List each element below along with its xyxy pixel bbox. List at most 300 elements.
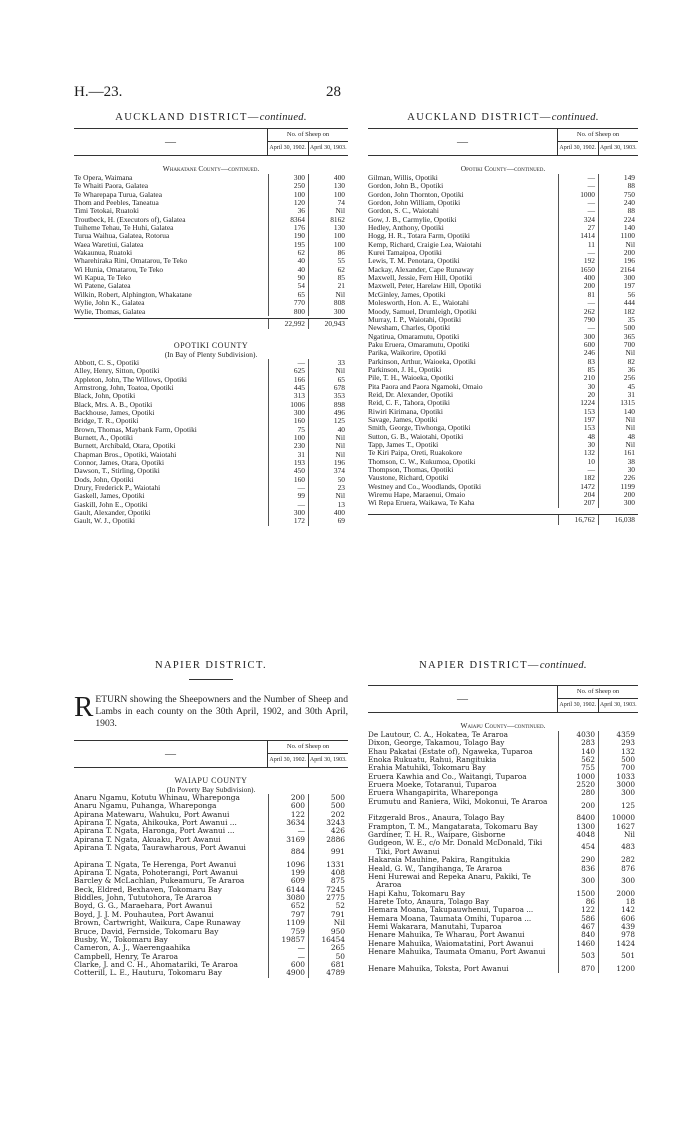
- owner-name: Busby, W., Tokomaru Bay: [74, 935, 168, 944]
- owner-name: Thomson, C. W., Kukumoa, Opotiki: [368, 457, 476, 466]
- owner-name: Eruera Whangapirita, Whareponga: [368, 789, 499, 798]
- table-row: [368, 781, 638, 789]
- table-row: [368, 241, 638, 249]
- owner-name: Wi Kapua, Te Teko: [74, 274, 132, 283]
- owner-name: Henare Mahuika, Waiomatatini, Port Awanui: [368, 939, 534, 948]
- table-row: [368, 915, 638, 923]
- table-row: [368, 789, 638, 797]
- sheep-1902: 3169: [268, 836, 308, 844]
- sheep-1902: 770: [268, 299, 308, 307]
- sheep-1903: 500: [308, 794, 348, 802]
- table-row: [74, 802, 348, 810]
- owner-name: Biddles, John, Tututohora, Te Araroa: [74, 894, 212, 903]
- section-title: [368, 112, 638, 123]
- owner-name: Campbell, Henry, Te Araroa: [74, 952, 179, 961]
- table-row: [368, 466, 638, 474]
- sheep-1902: 3634: [268, 819, 308, 827]
- table-row: [368, 291, 638, 299]
- table-row: [368, 308, 638, 316]
- sheep-1902: 54: [268, 282, 308, 290]
- owner-name: Gordon, John Thornton, Opotiki: [368, 190, 464, 199]
- table-row: [368, 191, 638, 199]
- owner-name: Drury, Frederick P., Waiotahi: [74, 484, 161, 492]
- table-row: [74, 216, 348, 224]
- sheep-1902: 454: [558, 839, 598, 856]
- sheep-1903: Nil: [308, 367, 348, 375]
- sheep-1902: 230: [268, 442, 308, 450]
- owner-name: Hogg, H. R., Totara Farm, Opotiki: [368, 232, 470, 241]
- sheep-1903: 483: [598, 839, 638, 856]
- sheep-1903: 31: [598, 391, 638, 399]
- header-dash: —: [165, 748, 176, 760]
- sheep-1902: —: [558, 466, 598, 474]
- num-sheep-label: No. of Sheep on: [268, 129, 348, 142]
- owner-name: Boyd, G. G., Maraehara, Port Awanui: [74, 902, 213, 911]
- table-row: [74, 384, 348, 392]
- table-row: [74, 827, 348, 835]
- owner-name: Wilkin, Robert, Alphington, Whakatane: [74, 290, 192, 299]
- sheep-1902: 1500: [558, 890, 598, 898]
- sheep-1902: 324: [558, 216, 598, 224]
- sheep-1902: 300: [268, 174, 308, 182]
- sheep-1903: 130: [308, 224, 348, 232]
- owner-name: Thom and Peebles, Taneatua: [74, 199, 159, 208]
- sheep-1902: 300: [268, 409, 308, 417]
- sheep-1902: 246: [558, 349, 598, 357]
- sheep-1903: 256: [598, 374, 638, 382]
- table-row: [368, 931, 638, 939]
- page-number: 28: [326, 84, 341, 100]
- table-row: [74, 894, 348, 902]
- sheep-1902: 120: [268, 199, 308, 207]
- sheep-1902: 609: [268, 877, 308, 885]
- table-row: [74, 451, 348, 459]
- sheep-1903: 1100: [598, 232, 638, 240]
- sheep-1902: 210: [558, 374, 598, 382]
- year-1903: April 30, 1903.: [308, 754, 349, 767]
- document-reference: H.—23.: [74, 84, 123, 100]
- sheep-1903: 4789: [308, 969, 348, 977]
- owner-name: Burnett, Archibald, Otara, Opotiki: [74, 442, 176, 451]
- sheep-1903: 700: [598, 764, 638, 772]
- owner-name: Parkinson, Arthur, Waioeka, Opotiki: [368, 357, 476, 366]
- sheep-1902: 797: [268, 911, 308, 919]
- sheep-1902: 81: [558, 291, 598, 299]
- sheep-1903: 16454: [308, 936, 348, 944]
- table-header: [74, 740, 348, 768]
- sheep-1902: 1414: [558, 232, 598, 240]
- table-row: [368, 274, 638, 282]
- table-row: [368, 873, 638, 890]
- owner-name: Apirana T. Ngata, Ahikouka, Port Awanui ...: [74, 819, 237, 828]
- owner-name: Apirana T. Ngata, Te Herenga, Port Awanui: [74, 860, 237, 869]
- table-row: [368, 232, 638, 240]
- owner-name: Appleton, John, The Willows, Opotiki: [74, 375, 187, 384]
- sheep-1903: 300: [598, 274, 638, 282]
- owner-list: [74, 794, 348, 978]
- sheep-1903: 18: [598, 898, 638, 906]
- table-row: [368, 341, 638, 349]
- sheep-1903: 125: [598, 798, 638, 815]
- table-row: [74, 401, 348, 409]
- sheep-1902: 600: [558, 341, 598, 349]
- table-header: [368, 685, 638, 713]
- sheep-1903: 876: [598, 865, 638, 873]
- table-row: [74, 861, 348, 869]
- sheep-1903: Nil: [308, 434, 348, 442]
- sheep-1903: 444: [598, 299, 638, 307]
- sheep-1902: —: [558, 299, 598, 307]
- sheep-1903: Nil: [598, 831, 638, 839]
- sheep-1902: 31: [268, 451, 308, 459]
- sheep-1902: 250: [268, 182, 308, 190]
- sheep-1903: 149: [598, 174, 638, 182]
- owner-name: Anaru Ngamu, Puhanga, Whareponga: [74, 802, 217, 811]
- sheep-1902: —: [558, 324, 598, 332]
- sheep-1903: Nil: [598, 241, 638, 249]
- owner-name: Tuiheme Tehau, Te Huhi, Galatea: [74, 224, 174, 233]
- auckland-column-left: [74, 112, 348, 526]
- owner-name: Te Wharepapa Turua, Galatea: [74, 190, 162, 199]
- owner-name: Paku Eruera, Omaramutu, Opotiki: [368, 340, 470, 349]
- owner-name: Boyd, J. J. M. Pouhautea, Port Awanui: [74, 910, 214, 919]
- table-row: [74, 249, 348, 257]
- table-row: [74, 961, 348, 969]
- sheep-1902: 153: [558, 408, 598, 416]
- sheep-1902: 40: [268, 266, 308, 274]
- table-row: [74, 501, 348, 509]
- sheep-1903: 1627: [598, 823, 638, 831]
- sheep-1903: 226: [598, 474, 638, 482]
- county-total: [368, 514, 638, 525]
- sheep-1903: 700: [598, 341, 638, 349]
- county-subdivision: (In Poverty Bay Subdivision).: [166, 785, 256, 794]
- num-sheep-label: No. of Sheep on: [268, 741, 348, 754]
- sheep-1903: 196: [598, 257, 638, 265]
- owner-name: Reid, C. F., Tahora, Opotiki: [368, 399, 450, 408]
- header-sheep-cols: [267, 741, 348, 767]
- sheep-1903: 606: [598, 915, 638, 923]
- owner-name: Eruera Kawhia and Co., Waitangi, Tuparoa: [368, 772, 527, 781]
- owner-name: Wakaunua, Ruatoki: [74, 249, 133, 258]
- sheep-1902: 4030: [558, 731, 598, 739]
- owner-name: Chapman Bros., Opotiki, Waiotahi: [74, 450, 177, 459]
- sheep-1902: 100: [268, 434, 308, 442]
- table-row: [74, 224, 348, 232]
- table-row: [74, 274, 348, 282]
- sheep-1903: 408: [308, 869, 348, 877]
- table-row: [74, 257, 348, 265]
- owner-name: Hedley, Anthony, Opotiki: [368, 224, 444, 233]
- table-row: [368, 391, 638, 399]
- owner-name: Maxwell, Jessie, Fern Hill, Opotiki: [368, 274, 473, 283]
- sheep-1903: 2775: [308, 894, 348, 902]
- sheep-1903: Nil: [598, 416, 638, 424]
- table-row: [368, 798, 638, 815]
- table-row: [74, 886, 348, 894]
- sheep-1903: 2000: [598, 890, 638, 898]
- table-row: [368, 898, 638, 906]
- sheep-1902: 11: [558, 241, 598, 249]
- table-row: [368, 416, 638, 424]
- sheep-1902: 193: [268, 459, 308, 467]
- sheep-1902: 132: [558, 449, 598, 457]
- owner-name: Hakaraia Mauhine, Pakira, Rangitukia: [368, 856, 511, 865]
- sheep-1903: 52: [308, 902, 348, 910]
- table-row: [368, 739, 638, 747]
- table-row: [368, 940, 638, 948]
- sheep-1903: Nil: [308, 207, 348, 215]
- table-row: [368, 216, 638, 224]
- total-1903: 20,943: [308, 319, 348, 329]
- sheep-1902: 199: [268, 869, 308, 877]
- intro-text: ETURN showing the Sheepowners and the Number of Sheep and Lambs in each county on the 30th April, 1902, and 30th April, 1903.: [95, 694, 348, 729]
- table-row: [74, 434, 348, 442]
- sheep-1902: 48: [558, 433, 598, 441]
- sheep-1902: 290: [558, 856, 598, 864]
- owner-name: Brown, Thomas, Maybank Farm, Opotiki: [74, 425, 197, 434]
- sheep-1902: 140: [558, 748, 598, 756]
- owner-name: Burnett, A., Opotiki: [74, 433, 133, 442]
- auckland-column-right: [368, 112, 638, 525]
- sheep-1903: Nil: [308, 291, 348, 299]
- sheep-1902: 3080: [268, 894, 308, 902]
- owner-name: Erahia Matuhiki, Tokomaru Bay: [368, 764, 486, 773]
- sheep-1903: 82: [598, 358, 638, 366]
- owner-name: Anaru Ngamu, Kotutu Whinau, Whareponga: [74, 794, 240, 802]
- sheep-1902: 600: [268, 802, 308, 810]
- table-row: [74, 811, 348, 819]
- owner-name: Ngatirua, Omaramutu, Opotiki: [368, 332, 460, 341]
- sheep-1903: 100: [308, 241, 348, 249]
- sheep-1903: 750: [598, 191, 638, 199]
- table-row: [74, 492, 348, 500]
- sheep-1903: Nil: [598, 424, 638, 432]
- sheep-1903: 808: [308, 299, 348, 307]
- owner-name: De Lautour, C. A., Hokatea, Te Araroa: [368, 731, 508, 739]
- owner-name: Thompson, Thomas, Opotiki: [368, 466, 454, 475]
- sheep-1902: 625: [268, 367, 308, 375]
- sheep-1903: 3243: [308, 819, 348, 827]
- table-row: [368, 207, 638, 215]
- table-row: [74, 467, 348, 475]
- sheep-1903: 33: [308, 359, 348, 367]
- owner-name: Dawson, T., Stirling, Opotiki: [74, 467, 160, 476]
- sheep-1903: Nil: [308, 451, 348, 459]
- header-dash: —: [457, 693, 468, 705]
- owner-name: Smith, George, Tiwhonga, Opotiki: [368, 424, 471, 433]
- sheep-1902: 283: [558, 739, 598, 747]
- table-row: [74, 902, 348, 910]
- owner-name: Vaustone, Richard, Opotiki: [368, 474, 449, 483]
- table-row: [74, 282, 348, 290]
- owner-name: Riwiri Kirimana, Opotiki: [368, 407, 443, 416]
- sheep-1902: 172: [268, 517, 308, 525]
- sheep-1902: 200: [558, 282, 598, 290]
- sheep-1903: 36: [598, 366, 638, 374]
- sheep-1902: 2520: [558, 781, 598, 789]
- sheep-1903: 13: [308, 501, 348, 509]
- owner-name: Maxwell, Peter, Harelaw Hill, Opotiki: [368, 282, 482, 291]
- year-1902: April 30, 1902.: [559, 145, 597, 151]
- owner-name: Hemara Moana, Takupauwhenui, Tuparoa ...: [368, 906, 534, 915]
- sheep-1903: 1331: [308, 861, 348, 869]
- sheep-1902: 503: [558, 948, 598, 965]
- sheep-1903: 898: [308, 401, 348, 409]
- sheep-1903: Nil: [308, 919, 348, 927]
- sheep-1903: 4359: [598, 731, 638, 739]
- owner-name: Dods, John, Opotiki: [74, 475, 134, 484]
- owner-list: [74, 174, 348, 316]
- table-row: [74, 969, 348, 977]
- sheep-1902: 300: [268, 509, 308, 517]
- sheep-1903: 300: [308, 308, 348, 316]
- owner-name: Parkinson, J. H., Opotiki: [368, 365, 442, 374]
- year-1902: April 30, 1902.: [269, 145, 307, 151]
- owner-name: Wi Repa Eruera, Waikawa, Te Kaha: [368, 499, 475, 508]
- sheep-1903: 38: [598, 458, 638, 466]
- section-title: NAPIER DISTRICT.: [154, 660, 268, 671]
- header-dash: —: [457, 136, 468, 148]
- county-heading: Waiapu County—continued.: [460, 721, 546, 730]
- table-row: [368, 374, 638, 382]
- sheep-1903: 3000: [598, 781, 638, 789]
- sheep-1903: 1199: [598, 483, 638, 491]
- owner-name: Kurei Tamaipoa, Opotiki: [368, 249, 442, 258]
- sheep-1903: 300: [598, 789, 638, 797]
- title-continued: continued.: [539, 660, 587, 671]
- sheep-1903: 182: [598, 308, 638, 316]
- sheep-1903: 1200: [598, 965, 638, 973]
- sheep-1903: 353: [308, 392, 348, 400]
- sheep-1902: 8400: [558, 814, 598, 822]
- year-1903: April 30, 1903.: [598, 699, 639, 712]
- sheep-1903: 130: [308, 182, 348, 190]
- sheep-1902: 75: [268, 426, 308, 434]
- sheep-1902: 800: [268, 308, 308, 316]
- owner-name: Harete Toto, Anaura, Tolago Bay: [368, 897, 489, 906]
- year-1902: April 30, 1902.: [559, 702, 597, 708]
- owner-name: Enoka Rukuatu, Rahui, Rangitukia: [368, 756, 497, 765]
- table-row: [74, 191, 348, 199]
- table-row: [368, 756, 638, 764]
- num-sheep-label: No. of Sheep on: [558, 129, 638, 142]
- sheep-1902: 586: [558, 915, 598, 923]
- sheep-1902: 99: [268, 492, 308, 500]
- sheep-1902: 467: [558, 923, 598, 931]
- sheep-1903: 50: [308, 476, 348, 484]
- sheep-1903: 496: [308, 409, 348, 417]
- table-row: [368, 483, 638, 491]
- sheep-1902: 195: [268, 241, 308, 249]
- title-text: AUCKLAND DISTRICT—: [115, 112, 260, 123]
- sheep-1902: 6144: [268, 886, 308, 894]
- owner-name: Murray, I. P., Waiotahi, Opotiki: [368, 315, 462, 324]
- owner-name: Savage, James, Opotiki: [368, 415, 438, 424]
- sheep-1903: Nil: [598, 441, 638, 449]
- sheep-1903: 125: [308, 417, 348, 425]
- sheep-1903: 88: [598, 182, 638, 190]
- sheep-1902: 30: [558, 441, 598, 449]
- owner-name: Waea Waretiui, Galatea: [74, 240, 144, 249]
- owner-name: Barcley & McLachlan, Pukeamuru, Te Araroa: [74, 877, 245, 886]
- sheep-1903: 202: [308, 811, 348, 819]
- county-heading: Opotiki County—continued.: [460, 164, 546, 173]
- sheep-1902: 153: [558, 424, 598, 432]
- sheep-1903: 2164: [598, 266, 638, 274]
- sheep-1902: 600: [268, 961, 308, 969]
- table-row: [368, 358, 638, 366]
- table-header: [74, 128, 348, 156]
- table-row: [368, 408, 638, 416]
- sheep-1903: 374: [308, 467, 348, 475]
- table-row: [74, 174, 348, 182]
- sheep-1902: 1096: [268, 861, 308, 869]
- owner-name: Gordon, John B., Opotiki: [368, 182, 444, 191]
- sheep-1903: 50: [308, 953, 348, 961]
- napier-column-left: [74, 660, 348, 978]
- owner-name: Eruera Moeke, Totaranui, Tuparoa: [368, 781, 497, 790]
- table-row: [368, 441, 638, 449]
- owner-name: Gaskell, James, Opotiki: [74, 492, 145, 501]
- owner-name: Gordon, John William, Opotiki: [368, 199, 461, 208]
- sheep-1902: —: [268, 484, 308, 492]
- table-row: [74, 392, 348, 400]
- sheep-1903: 500: [598, 324, 638, 332]
- table-row: [74, 476, 348, 484]
- sheep-1903: 140: [598, 224, 638, 232]
- table-row: [368, 923, 638, 931]
- table-row: [74, 376, 348, 384]
- owner-name: Apirana T. Ngata, Taurawharous, Port Awanui: [74, 844, 246, 853]
- sheep-1903: 224: [598, 216, 638, 224]
- sheep-1902: 122: [268, 811, 308, 819]
- owner-name: Gaskill, John E., Opotiki: [74, 500, 148, 509]
- year-1903: April 30, 1903.: [598, 142, 639, 155]
- sheep-1902: 85: [558, 366, 598, 374]
- sheep-1903: 282: [598, 856, 638, 864]
- owner-name: Gardiner, T. H. R., Waipare, Gisborne: [368, 831, 506, 840]
- sheep-1902: 192: [558, 257, 598, 265]
- sheep-1902: 1000: [558, 191, 598, 199]
- table-row: [368, 449, 638, 457]
- table-row: [74, 911, 348, 919]
- table-row: [368, 182, 638, 190]
- sheep-1902: —: [268, 501, 308, 509]
- sheep-1903: 142: [598, 906, 638, 914]
- sheep-1903: 978: [598, 931, 638, 939]
- sheep-1903: 265: [308, 944, 348, 952]
- sheep-1903: 439: [598, 923, 638, 931]
- sheep-1902: —: [268, 359, 308, 367]
- table-row: [74, 359, 348, 367]
- sheep-1902: 40: [268, 257, 308, 265]
- year-1903: April 30, 1903.: [308, 142, 349, 155]
- sheep-1903: 10000: [598, 814, 638, 822]
- owner-name: Newsham, Charles, Opotiki: [368, 324, 451, 333]
- owner-name: Gilman, Willis, Opotiki: [368, 174, 438, 182]
- table-row: [74, 819, 348, 827]
- sheep-1903: 161: [598, 449, 638, 457]
- header-sheep-cols: [557, 686, 638, 712]
- sheep-1902: 200: [558, 798, 598, 815]
- table-row: [74, 953, 348, 961]
- sheep-1902: 790: [558, 316, 598, 324]
- table-row: [368, 474, 638, 482]
- header-sheep-cols: [557, 129, 638, 155]
- sheep-1902: 1650: [558, 266, 598, 274]
- sheep-1903: 400: [308, 174, 348, 182]
